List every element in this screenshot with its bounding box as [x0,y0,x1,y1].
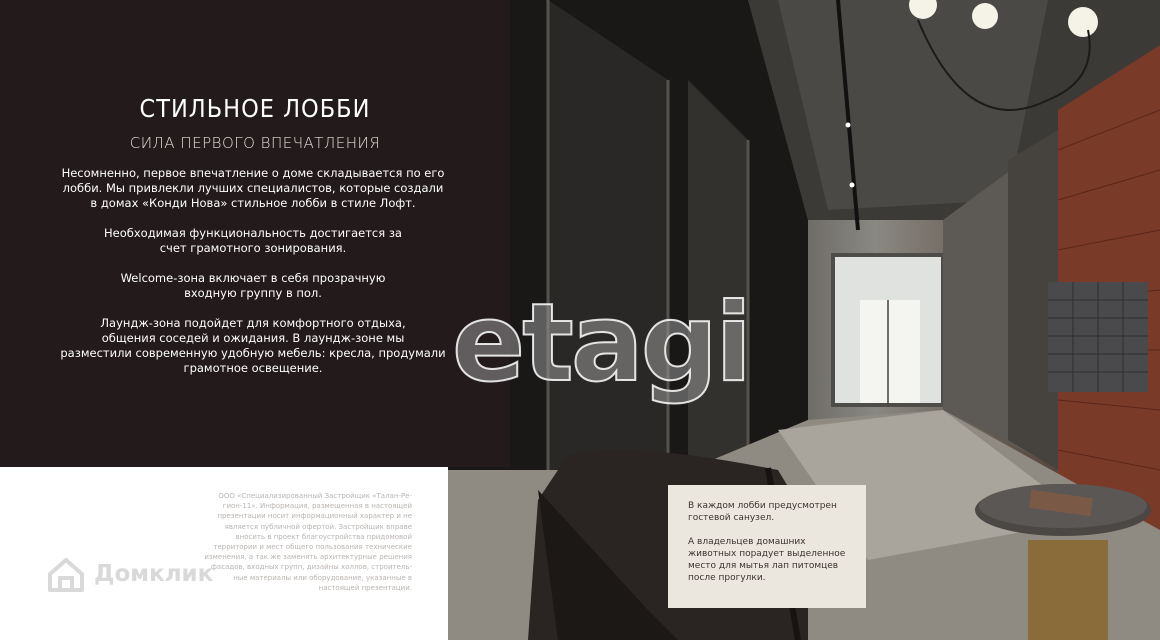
info-paragraph: В каждом лобби предусмотрен гостевой санузел. [688,501,837,523]
paragraph: Необходимая функциональность достигается за счет грамотного зонирования. [104,226,402,255]
legal-disclaimer: ООО «Специализированный Застройщик «Талан-Ре-гион-11». Информация, размещенная в настоящей презентации носит информационный характер и не является публичной офертой. Застройщик вправе вносить в проект благоустройства придомовой территории и мест общего пользования технические изменения, а так же заменять архитектурные решения фасадов, входных групп, дизайны холлов, строитель-ные материалы или оборудование, указанные в настоящей презентации. [204,492,412,592]
description-panel [0,0,510,467]
description-text [60,166,446,391]
info-paragraph: А владельцев домашних животных порадует выделенное место для мытья лап питомцев после прогулки. [688,537,846,583]
section-subtitle: СИЛА ПЕРВОГО ВПЕЧАТЛЕНИЯ [129,134,381,152]
paragraph: Лаундж-зона подойдет для комфортного отдыха, общения соседей и ожидания. В лаундж-зоне мы разместили современную удобную мебель: кресла, продумали грамотное освещение. [60,316,446,375]
info-card [668,485,866,608]
etagi-watermark [452,268,750,406]
etagi-wordmark: etagi [452,281,750,406]
domclick-wordmark: Домклик [94,561,214,587]
section-title: СТИЛЬНОЕ ЛОББИ [139,94,371,123]
paragraph: Welcome-зона включает в себя прозрачную входную группу в пол. [120,271,386,300]
domclick-watermark [46,556,213,592]
paragraph: Несомненно, первое впечатление о доме складывается по его лобби. Мы привлекли лучших специалистов, которые создали в домах «Конди Нова» стильное лобби в стиле Лофт. [61,166,445,210]
house-icon [46,556,86,592]
